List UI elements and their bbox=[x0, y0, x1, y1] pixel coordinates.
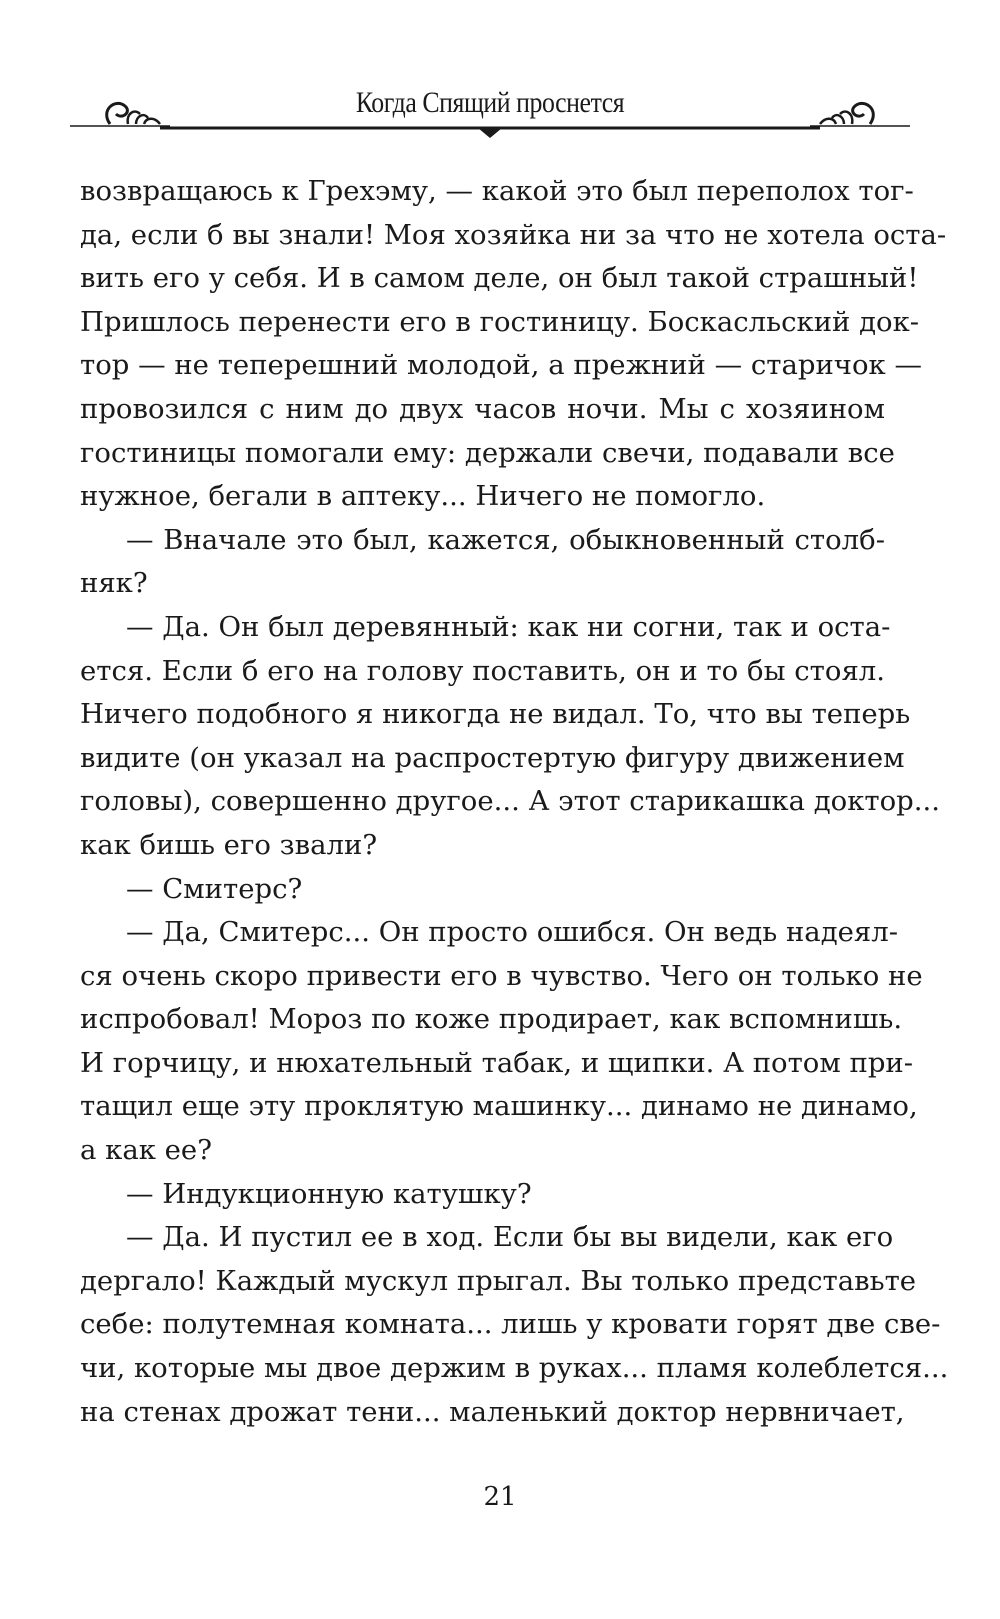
text-line: Ничего подобного я никогда не видал. То, что вы теперь bbox=[80, 698, 911, 731]
running-header-title: Когда Спящий проснется bbox=[355, 86, 625, 119]
text-line: — Да, Смитерс... Он просто ошибся. Он ведь надеял- bbox=[126, 916, 899, 949]
text-line: дергало! Каждый мускул прыгал. Вы только представьте bbox=[80, 1264, 917, 1297]
text-line: гостиницы помогали ему: держали свечи, подавали все bbox=[80, 436, 895, 469]
running-header bbox=[70, 80, 910, 150]
text-line: — Вначале это был, кажется, обыкновенный столб- bbox=[126, 523, 885, 556]
text-line: нужное, бегали в аптеку... Ничего не помогло. bbox=[80, 480, 766, 513]
text-line: вить его у себя. И в самом деле, он был такой страшный! bbox=[80, 262, 919, 295]
text-line: чи, которые мы двое держим в руках... пламя колеблется... bbox=[80, 1352, 949, 1385]
text-line: а как ее? bbox=[80, 1134, 212, 1167]
text-line: — Да. Он был деревянный: как ни согни, так и оста- bbox=[126, 610, 891, 643]
text-line: ся очень скоро привести его в чувство. Чего он только не bbox=[80, 959, 923, 992]
body-text bbox=[80, 170, 949, 1434]
text-line: тащил еще эту проклятую машинку... динамо не динамо, bbox=[80, 1090, 918, 1123]
text-line: ется. Если б его на голову поставить, он и то бы стоял. bbox=[80, 654, 885, 687]
text-line: — Индукционную катушку? bbox=[126, 1177, 532, 1210]
text-line: да, если б вы знали! Моя хозяйка ни за что не хотела оста- bbox=[80, 218, 947, 251]
text-line: няк? bbox=[80, 567, 148, 600]
text-line: — Да. И пустил ее в ход. Если бы вы видели, как его bbox=[126, 1221, 894, 1254]
text-line: И горчицу, и нюхательный табак, и щипки. А потом при- bbox=[80, 1046, 914, 1079]
text-line: — Смитерс? bbox=[126, 872, 303, 905]
text-line: испробовал! Мороз по коже продирает, как вспомнишь. bbox=[80, 1003, 903, 1036]
text-line: провозился с ним до двух часов ночи. Мы с хозяином bbox=[80, 392, 885, 425]
text-line: себе: полутемная комната... лишь у кровати горят две све- bbox=[80, 1308, 941, 1341]
text-line: видите (он указал на распростертую фигуру движением bbox=[80, 741, 905, 774]
text-line: на стенах дрожат тени... маленький доктор нервничает, bbox=[80, 1395, 905, 1428]
text-line: как бишь его звали? bbox=[80, 828, 378, 861]
page-number: 21 bbox=[483, 1482, 517, 1512]
text-line: тор — не теперешний молодой, а прежний — старичок — bbox=[80, 349, 922, 382]
text-line: Пришлось перенести его в гостиницу. Боскасльский док- bbox=[80, 305, 920, 338]
text-line: головы), совершенно другое... А этот старикашка доктор... bbox=[80, 785, 940, 818]
text-line: возвращаюсь к Грехэму, — какой это был переполох тог- bbox=[80, 175, 914, 207]
